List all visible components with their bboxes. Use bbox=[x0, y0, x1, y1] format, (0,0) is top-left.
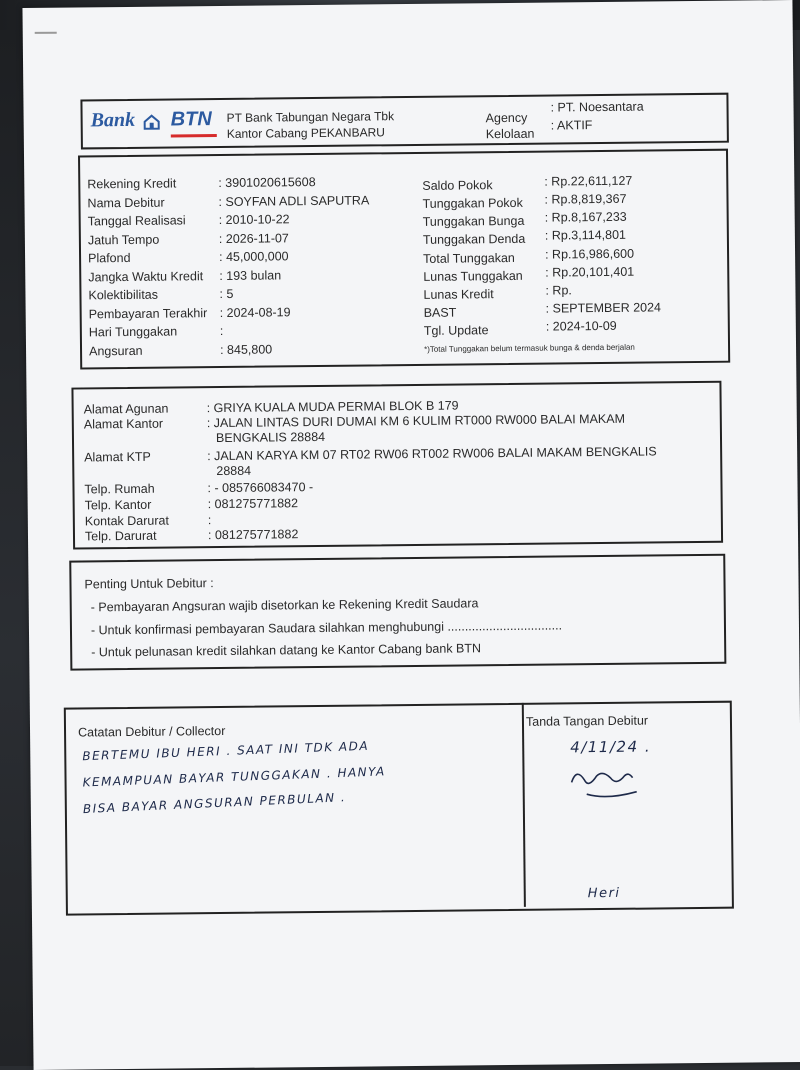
agunan-value: : GRIYA KUALA MUDA PERMAI BLOK B 179 bbox=[206, 398, 459, 416]
credit-field-label: Jangka Waktu Kredit bbox=[88, 268, 204, 284]
credit-field-value: : Rp. bbox=[545, 283, 572, 298]
credit-field-label: Tunggakan Bunga bbox=[422, 214, 525, 230]
handwritten-note-line: BISA BAYAR ANGSURAN PERBULAN . bbox=[82, 790, 347, 817]
credit-field-value: : 3901020615608 bbox=[218, 175, 316, 191]
credit-field-value: : 45,000,000 bbox=[219, 249, 289, 265]
ktp-value-line1: : JALAN KARYA KM 07 RT02 RW06 RT002 RW006 BALAI MAKAM BENGKALIS bbox=[207, 444, 657, 464]
notes-title: Catatan Debitur / Collector bbox=[77, 723, 226, 740]
credit-field-value: : 2010-10-22 bbox=[218, 212, 290, 228]
credit-field-value: : 2024-08-19 bbox=[219, 304, 291, 320]
btn-house-icon bbox=[143, 113, 161, 131]
credit-field-label: Total Tunggakan bbox=[423, 250, 515, 266]
credit-field-value: : Rp.8,167,233 bbox=[544, 210, 627, 225]
kantor-value-line2: BENGKALIS 28884 bbox=[215, 429, 326, 446]
credit-field-label: Tunggakan Pokok bbox=[422, 195, 523, 212]
handwritten-note-line: BERTEMU IBU HERI . SAAT INI TDK ADA bbox=[82, 738, 370, 764]
ktp-value-line2: 28884 bbox=[216, 463, 252, 479]
credit-footnote: *)Total Tunggakan belum termasuk bunga & denda berjalan bbox=[424, 342, 635, 354]
credit-field-label: BAST bbox=[423, 305, 457, 320]
credit-field-value: : 845,800 bbox=[219, 341, 273, 357]
logo-underline bbox=[171, 134, 217, 137]
credit-field-value: : 193 bulan bbox=[219, 267, 282, 283]
agency-value: : PT. Noesantara bbox=[550, 99, 644, 115]
kantor-value-line1: : JALAN LINTAS DURI DUMAI KM 6 KULIM RT000 RW000 BALAI MAKAM bbox=[206, 411, 626, 431]
kontak-darurat-label: Kontak Darurat bbox=[84, 513, 169, 529]
agency-label: Agency bbox=[485, 110, 528, 126]
credit-field-label: Lunas Kredit bbox=[423, 287, 494, 302]
credit-field-label: Tanggal Realisasi bbox=[87, 213, 186, 229]
important-item: - Pembayaran Angsuran wajib disetorkan ke Rekening Kredit Saudara bbox=[90, 596, 479, 615]
credit-field-label: Nama Debitur bbox=[87, 195, 165, 210]
logo-bank-word: Bank bbox=[90, 108, 136, 132]
agunan-label: Alamat Agunan bbox=[83, 401, 169, 417]
credit-field-label: Hari Tunggakan bbox=[88, 324, 178, 340]
company-name: PT Bank Tabungan Negara Tbk bbox=[226, 109, 395, 125]
statement-paper bbox=[22, 0, 800, 1070]
credit-field-label: Jatuh Tempo bbox=[87, 232, 160, 247]
staple-mark bbox=[35, 32, 57, 34]
telp-kantor-label: Telp. Kantor bbox=[84, 497, 152, 513]
credit-field-value: : Rp.3,114,801 bbox=[544, 228, 627, 244]
kantor-label: Alamat Kantor bbox=[83, 416, 164, 432]
credit-field-value: : SEPTEMBER 2024 bbox=[545, 300, 662, 316]
credit-field-label: Saldo Pokok bbox=[422, 178, 493, 193]
branch-office: Kantor Cabang PEKANBARU bbox=[226, 125, 385, 141]
credit-field-value: : SOYFAN ADLI SAPUTRA bbox=[218, 192, 370, 209]
bank-logo bbox=[91, 109, 136, 132]
credit-field-value: : Rp.16,986,600 bbox=[544, 246, 635, 262]
debtor-signature-scribble bbox=[566, 762, 646, 803]
handwritten-note-line: KEMAMPUAN BAYAR TUNGGAKAN . HANYA bbox=[82, 764, 386, 790]
credit-field-label: Plafond bbox=[88, 250, 131, 266]
important-item: - Untuk pelunasan kredit silahkan datang ke Kantor Cabang bank BTN bbox=[91, 641, 482, 660]
telp-kantor-value: : 081275771882 bbox=[207, 496, 299, 512]
credit-field-value: : Rp.20,101,401 bbox=[545, 264, 635, 280]
credit-field-label: Tunggakan Denda bbox=[422, 232, 526, 248]
important-item: - Untuk konfirmasi pembayaran Saudara silahkan menghubungi ................................. bbox=[90, 618, 563, 638]
credit-field-label: Pembayaran Terakhir bbox=[88, 305, 208, 321]
important-title: Penting Untuk Debitur : bbox=[84, 576, 214, 592]
logo-btn-word: BTN bbox=[170, 108, 212, 131]
kelolaan-value: : AKTIF bbox=[550, 118, 593, 133]
telp-darurat-label: Telp. Darurat bbox=[84, 528, 157, 544]
signature-title: Tanda Tangan Debitur bbox=[525, 713, 649, 729]
telp-rumah-value: : - 085766083470 - bbox=[207, 480, 314, 496]
ktp-label: Alamat KTP bbox=[84, 449, 151, 465]
signature-name: Heri bbox=[587, 885, 621, 902]
credit-field-value: : Rp.22,611,127 bbox=[544, 173, 633, 189]
credit-field-value: : Rp.8,819,367 bbox=[544, 191, 627, 207]
kelolaan-label: Kelolaan bbox=[485, 126, 535, 142]
credit-field-label: Rekening Kredit bbox=[87, 176, 177, 192]
credit-field-value: : 5 bbox=[219, 286, 234, 302]
kontak-darurat-value: : bbox=[207, 513, 212, 528]
credit-field-label: Angsuran bbox=[88, 343, 143, 358]
credit-field-label: Kolektibilitas bbox=[88, 287, 159, 303]
credit-field-value: : 2026-11-07 bbox=[218, 230, 289, 246]
credit-field-value: : 2024-10-09 bbox=[545, 319, 617, 334]
telp-darurat-value: : 081275771882 bbox=[207, 527, 299, 543]
signature-date: 4/11/24 . bbox=[570, 737, 652, 757]
credit-field-label: Tgl. Update bbox=[423, 323, 489, 339]
credit-field-value: : bbox=[219, 323, 224, 339]
telp-rumah-label: Telp. Rumah bbox=[84, 481, 155, 497]
credit-field-label: Lunas Tunggakan bbox=[423, 268, 523, 284]
